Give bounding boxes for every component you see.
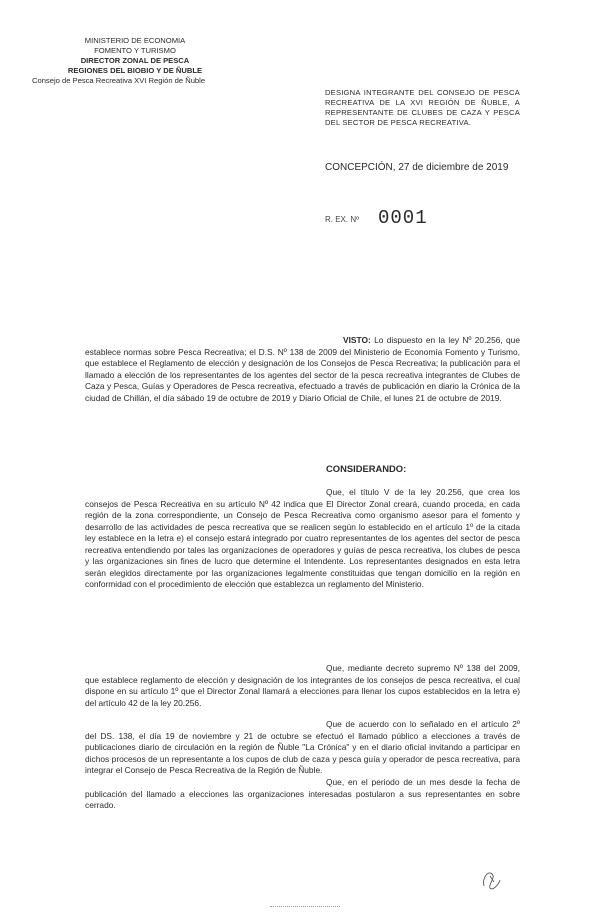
visto-label: VISTO:	[343, 335, 371, 345]
city-date: CONCEPCIÓN, 27 de diciembre de 2019	[325, 162, 509, 173]
ministry-subtitle: FOMENTO Y TURISMO	[94, 46, 176, 55]
footer-mark	[270, 906, 340, 909]
ministry-name: MINISTERIO DE ECONOMIA	[84, 36, 186, 45]
director-title: DIRECTOR ZONAL DE PESCA	[80, 56, 190, 65]
considerando-text-2: Que, mediante decreto supremo Nº 138 del 2009, que establece reglamento de elección y designación de los integrantes de los consejos de pesca recreativa, el cual dispone en su artículo 1º que el Director Zonal llamará a elecciones para llenar los cupos establecidos en la letra e) del artículo 42 de la ley 20.256.	[85, 663, 520, 708]
considerando-text-3: Que de acuerdo con lo señalado en el artículo 2º del DS. 138, el día 19 de noviembre y 21 de octubre se efectuó el llamado público a elecciones a través de publicaciones diario de circulación en la región de Ñuble "La Crónica" y en el diario oficial invitando a participar en dichos procesos de un representante a los cupos de club de caza y pesca guía y operador de pesca recreativa, para integrar el Consejo de Pesca Recreativa de la Región de Ñuble.	[85, 719, 520, 775]
considerando-paragraph-4	[85, 777, 520, 812]
rex-number: 0001	[378, 207, 428, 229]
resolution-subject: DESIGNA INTEGRANTE DEL CONSEJO DE PESCA RECREATIVA DE LA XVI REGIÓN DE ÑUBLE, A REPRESENTANTE DE CLUBES DE CAZA Y PESCA DEL SECTOR DE PESCA RECREATIVA.	[325, 88, 520, 127]
considerando-paragraph-2	[85, 663, 520, 709]
visto-text: Lo dispuesto en la ley Nº 20.256, que establece normas sobre Pesca Recreativa; el D.S. Nº 138 de 2009 del Ministerio de Economía Fomento y Turismo, que establece el Reglamento de elección y designación de los Consejos de Pesca Recreativa; la publicación para el llamado a elección de los representantes de los agentes del sector de la pesca recreativa integrantes de Clubes de Caza y Pesca, Guías y Operadores de Pesca recreativa, efectuado a través de publicación en diario la Crónica de la ciudad de Chillán, el día sábado 19 de octubre de 2019 y Diario Oficial de Chile, el lunes 21 de octubre de 2019.	[85, 335, 520, 403]
considerando-heading: CONSIDERANDO:	[326, 463, 407, 474]
considerando-text-1: Que, el título V de la ley 20.256, que crea los consejos de Pesca Recreativa en su artículo Nº 42 indica que El Director Zonal creará, cuando proceda, en cada región de la zona correspondiente, un Consejo de Pesca Recreativa como organismo asesor para el fomento y desarrollo de las actividades de pesca recreativa que se realicen según lo establecido en el artículo 1º de la citada ley establece en la letra e) el consejo estará integrado por cuatro representantes de los agentes del sector de pesca recreativa entendiendo por tales las organizaciones de operadores y guías de pesca recreativa, los clubes de pesca y las organizaciones sin fines de lucro que determine el Intendente. Los representantes designados en esta letra serán elegidos directamente por las organizaciones legalmente constituidas que tengan domicilio en la región en conformidad con el procedimiento de elección que establezca un reglamento del Ministerio.	[85, 487, 520, 589]
rex-label: R. EX. Nº	[325, 215, 360, 224]
letterhead	[20, 36, 250, 86]
considerando-paragraph-1	[85, 487, 520, 591]
considerando-text-4: Que, en el periodo de un mes desde la fecha de publicación del llamado a elecciones las organizaciones interesadas postularon a sus representantes en sobre cerrado.	[85, 777, 520, 810]
initials-signature-icon	[478, 866, 506, 892]
visto-paragraph	[85, 335, 520, 404]
regions-title: REGIONES DEL BIOBIO Y DE ÑUBLE	[67, 66, 203, 75]
considerando-paragraph-3	[85, 719, 520, 777]
council-subtitle: Consejo de Pesca Recreativa XVI Región de Ñuble	[32, 76, 206, 85]
